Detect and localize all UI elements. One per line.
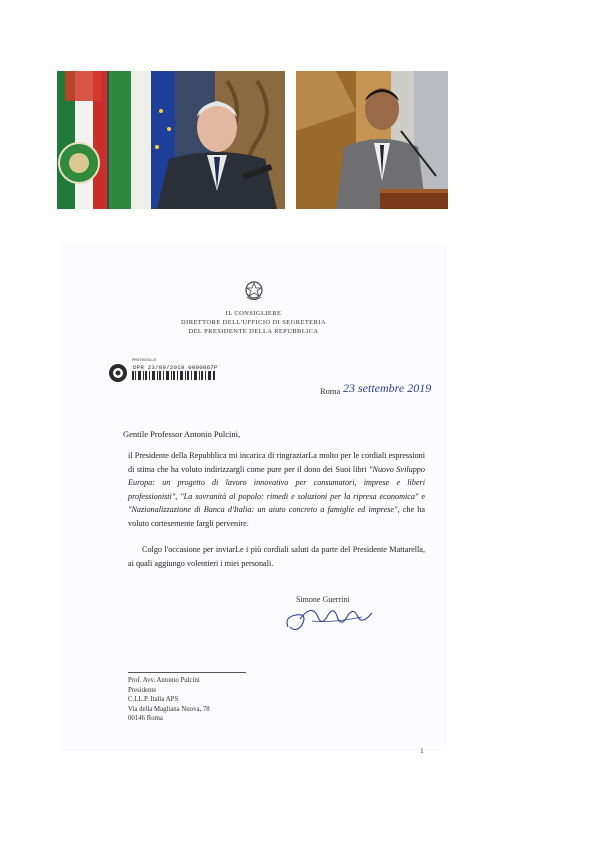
stamp-seal-icon (108, 363, 128, 383)
body-paragraph-2: Colgo l'occasione per inviarLe i più cordiali saluti da parte del Presidente Mattarella, ai quali aggiungo volentieri i miei personali. (128, 545, 425, 568)
protocol-stamp: DPR 23/09/2019 0000867P (133, 364, 218, 371)
place: Roma (320, 386, 341, 396)
protocol-label: PROTOCOLLO (132, 359, 157, 363)
book-title-2: "La sovranità al popolo: rimedi e soluzioni per la ripresa economica" (180, 491, 419, 501)
letter-document (60, 243, 447, 755)
p1-sep1: , (175, 491, 181, 501)
page-number: 1 (420, 746, 424, 755)
book-title-3: "Nazionalizzazione di Banca d'Italia: un aiuto concreto a famiglie ed imprese" (128, 505, 398, 514)
address-line: 00146 Roma (128, 715, 163, 722)
handwritten-signature (282, 597, 382, 635)
body-paragraph-1 (128, 449, 425, 530)
photo-speaker-illustration (296, 71, 448, 209)
header-line3: DEL PRESIDENTE DELLA REPUBBLICA (188, 328, 319, 335)
header-line1: IL CONSIGLIERE (225, 310, 282, 317)
signer-name: Simone Guerrini (296, 595, 350, 604)
address-line: Presidente (128, 686, 157, 694)
p1-intro: il Presidente della Repubblica mi incarica di ringraziarLa molto per le cordiali espressioni di stima che ha voluto indirizzargli come pure per il dono dei Suoi libri (128, 451, 425, 474)
photo-president (57, 71, 285, 209)
date-handwritten: 23 settembre 2019 (343, 381, 432, 395)
address-line: Via della Magliana Nuova, 78 (128, 705, 210, 713)
salutation: Gentile Professor Antonio Pulcini, (123, 429, 241, 439)
address-line: Prof. Avv. Antonio Pulcini (128, 677, 200, 684)
header-line2: DIRETTORE DELL'UFFICIO DI SEGRETERIA (181, 319, 326, 326)
p1-sep2: e (418, 491, 425, 501)
photo-speaker (296, 71, 448, 209)
address-line: C.I.L.P. Italia APS (128, 696, 179, 703)
p1-end: , che ha voluto cortesemente fargli pervenire. (128, 505, 425, 528)
italian-emblem-icon (244, 280, 264, 302)
book-title-1: "Nuovo Sviluppo Europa: un progetto di lavoro innovativo per consumatori, imprese e liberi professionisti" (128, 464, 425, 501)
photo-president-illustration (57, 71, 285, 209)
address-divider (128, 672, 246, 673)
address-block (128, 676, 210, 724)
